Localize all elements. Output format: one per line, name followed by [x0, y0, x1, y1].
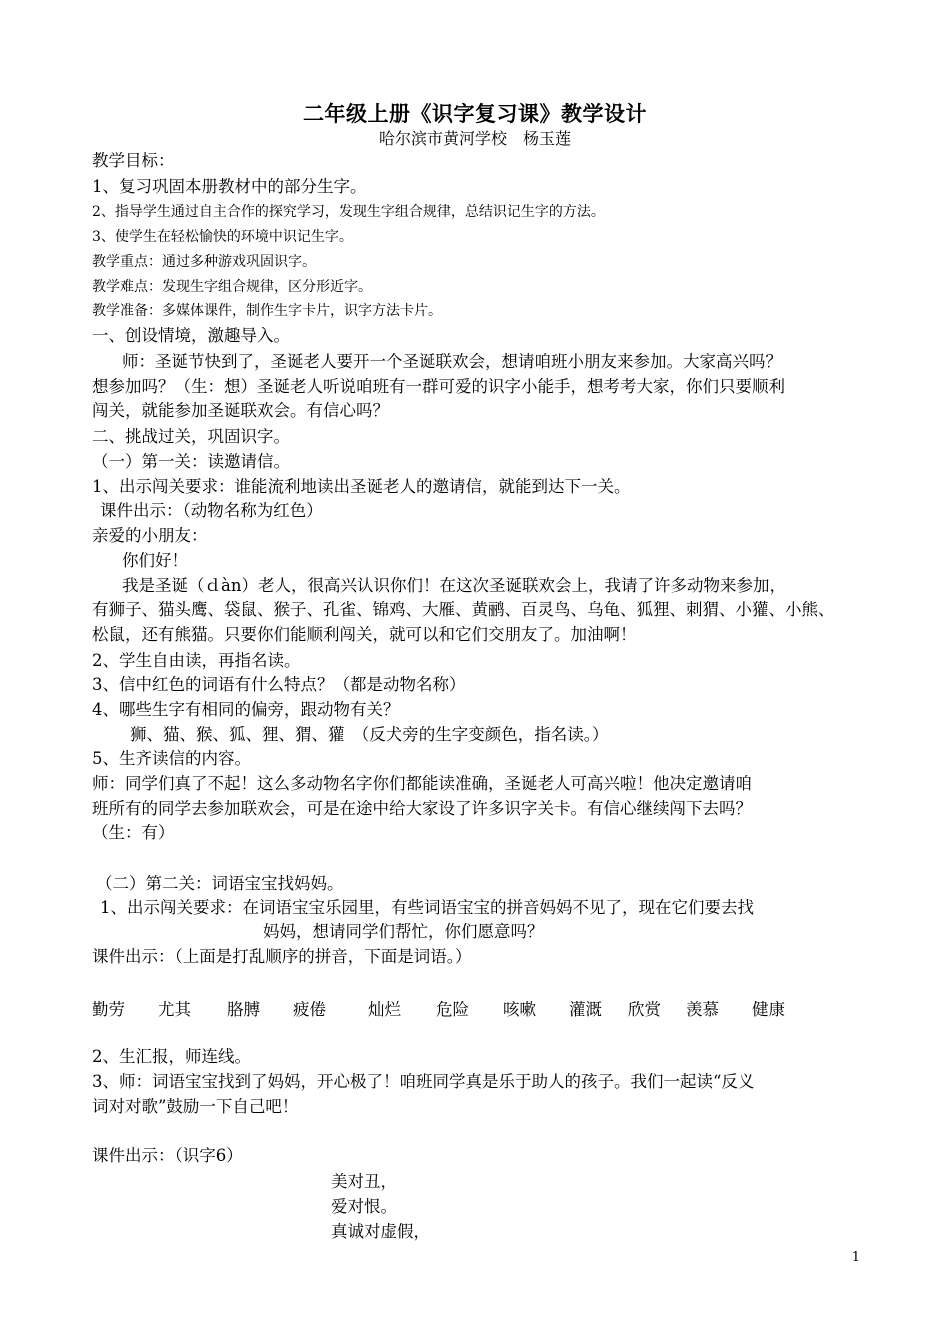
letter-line: 有狮子、猫头鹰、袋鼠、猴子、孔雀、锦鸡、大雁、黄鹂、百灵鸟、乌龟、狐狸、刺猬、小獾、小熊、 — [92, 600, 835, 619]
paragraph-line: 教学重点：通过多种游戏巩固识字。 — [92, 254, 316, 270]
paragraph-line: 狮、猫、猴、狐、狸、猬、獾 （反犬旁的生字变颜色，指名读。） — [130, 725, 609, 744]
paragraph-line: 教学难点：发现生字组合规律，区分形近字。 — [92, 279, 372, 295]
word-item: 咳嗽 — [503, 1000, 536, 1019]
word-item: 羡慕 — [686, 1000, 719, 1019]
word-item: 健康 — [752, 1000, 785, 1019]
section-heading: 二、挑战过关，巩固识字。 — [92, 427, 290, 446]
paragraph-line: 教学准备：多媒体课件，制作生字卡片，识字方法卡片。 — [92, 303, 442, 319]
paragraph-line: 师：同学们真了不起！这么多动物名字你们都能读准确，圣诞老人可高兴啦！他决定邀请咱 — [92, 774, 752, 793]
word-item: 灿烂 — [368, 1000, 401, 1019]
letter-greeting: 亲爱的小朋友： — [92, 526, 208, 545]
word-item: 胳膊 — [227, 1000, 260, 1019]
paragraph-line: （生：有） — [92, 823, 175, 842]
paragraph-line: 3、使学生在轻松愉快的环境中识记生字。 — [92, 229, 353, 245]
poem-line: 真诚对虚假， — [331, 1222, 430, 1241]
paragraph-line: 1、出示闯关要求：谁能流利地读出圣诞老人的邀请信，就能到达下一关。 — [92, 477, 631, 496]
letter-line: 我是圣诞（ｄàn）老人，很高兴认识你们！在这次圣诞联欢会上，我请了许多动物来参加， — [122, 576, 786, 595]
paragraph-line: 课件出示：（上面是打乱顺序的拼音，下面是词语。） — [92, 947, 472, 966]
paragraph-line: 1、出示闯关要求：在词语宝宝乐园里，有些词语宝宝的拼音妈妈不见了，现在它们要去找 — [100, 898, 754, 917]
word-item: 欣赏 — [628, 1000, 661, 1019]
paragraph-line: 课件出示：（动物名称为红色） — [100, 501, 323, 520]
paragraph-line: 班所有的同学去参加联欢会，可是在途中给大家设了许多识字关卡。有信心继续闯下去吗？ — [92, 799, 752, 818]
paragraph-line: 师：圣诞节快到了，圣诞老人要开一个圣诞联欢会，想请咱班小朋友来参加。大家高兴吗？ — [122, 352, 782, 371]
word-item: 危险 — [436, 1000, 469, 1019]
paragraph-line: 3、师：词语宝宝找到了妈妈，开心极了！咱班同学真是乐于助人的孩子。我们一起读“反义 — [92, 1072, 755, 1091]
paragraph-line: 2、学生自由读，再指名读。 — [92, 651, 301, 670]
subsection-heading: （二）第二关：词语宝宝找妈妈。 — [96, 874, 344, 893]
paragraph-line: 课件出示：（识字6） — [92, 1146, 243, 1165]
section-heading: 一、创设情境，激趣导入。 — [92, 326, 290, 345]
paragraph-line: 2、指导学生通过自主合作的探究学习，发现生字组合规律，总结识记生字的方法。 — [92, 204, 605, 220]
paragraph-line: 想参加吗？（生：想）圣诞老人听说咱班有一群可爱的识字小能手，想考考大家，你们只要顺利 — [92, 377, 785, 396]
letter-line: 你们好！ — [122, 551, 188, 570]
paragraph-line: 妈妈，想请同学们帮忙，你们愿意吗？ — [263, 922, 544, 941]
document-title: 二年级上册《识字复习课》教学设计 — [303, 101, 647, 126]
page-number: 1 — [851, 1250, 860, 1265]
paragraph-line: 1、复习巩固本册教材中的部分生字。 — [92, 177, 367, 196]
word-item: 勤劳 — [92, 1000, 125, 1019]
word-item: 尤其 — [158, 1000, 191, 1019]
document-author: 哈尔滨市黄河学校 杨玉莲 — [378, 129, 571, 148]
word-item: 灌溉 — [569, 1000, 602, 1019]
paragraph-line: 闯关，就能参加圣诞联欢会。有信心吗？ — [92, 401, 389, 420]
subsection-heading: （一）第一关：读邀请信。 — [92, 452, 290, 471]
paragraph-line: 3、信中红色的词语有什么特点？（都是动物名称） — [92, 675, 466, 694]
letter-line: 松鼠，还有熊猫。只要你们能顺利闯关，就可以和它们交朋友了。加油啊！ — [92, 625, 637, 644]
poem-line: 美对丑， — [331, 1172, 397, 1191]
paragraph-line: 2、生汇报，师连线。 — [92, 1047, 251, 1066]
paragraph-line: 5、生齐读信的内容。 — [92, 749, 251, 768]
paragraph-line: 词对对歌”鼓励一下自己吧！ — [92, 1097, 299, 1116]
word-item: 疲倦 — [293, 1000, 326, 1019]
section-heading: 教学目标： — [92, 151, 175, 170]
poem-line: 爱对恨。 — [331, 1197, 397, 1216]
paragraph-line: 4、哪些生字有相同的偏旁，跟动物有关？ — [92, 700, 400, 719]
